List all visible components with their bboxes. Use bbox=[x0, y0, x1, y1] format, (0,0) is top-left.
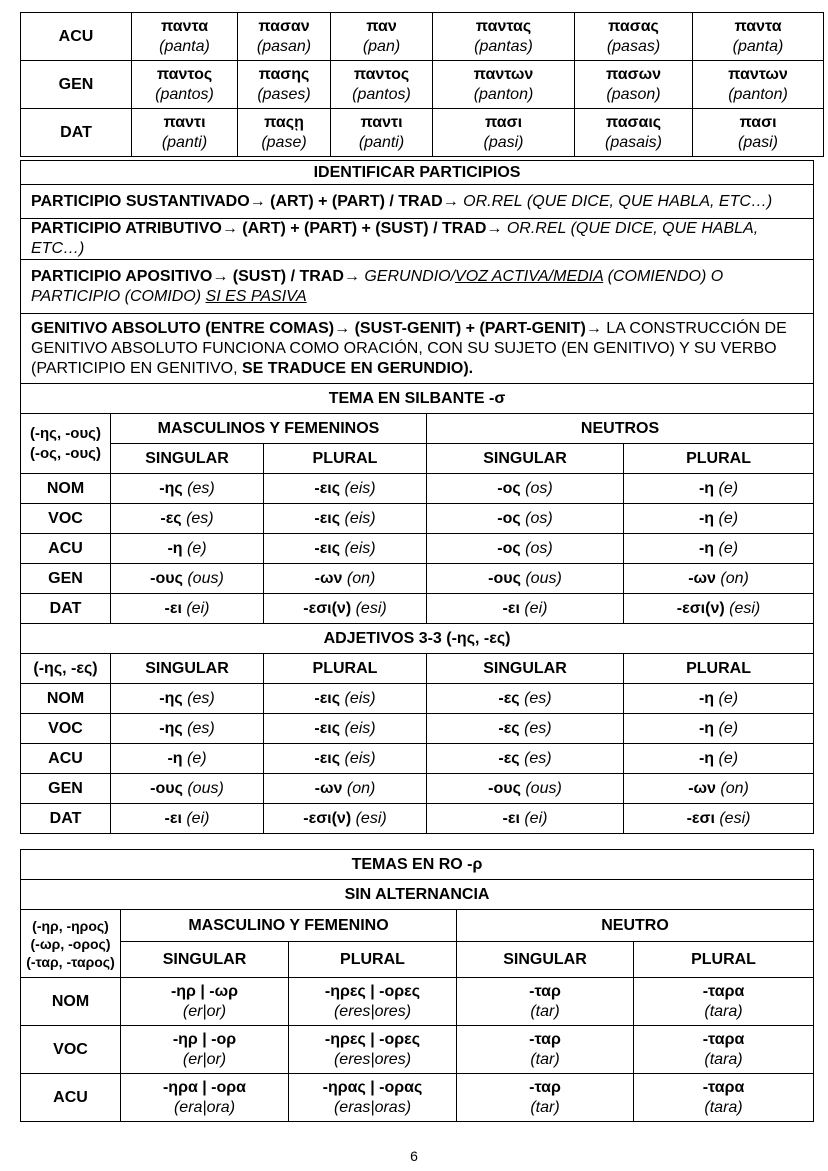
table-row bbox=[21, 534, 814, 564]
transliteration: (tar) bbox=[530, 1098, 560, 1116]
greek-form: παντων bbox=[728, 65, 788, 83]
greek-form: παντι bbox=[360, 113, 403, 131]
ro-sub-header: PLURAL bbox=[634, 942, 814, 978]
greek-form: παντων bbox=[473, 65, 534, 83]
greek-form: πασας bbox=[608, 17, 659, 35]
greek-ending: -εις bbox=[314, 479, 341, 497]
ending-cell bbox=[264, 594, 427, 624]
silbante-sub-header: SINGULAR bbox=[427, 444, 624, 474]
table-row bbox=[21, 774, 814, 804]
greek-form: παντος bbox=[353, 65, 410, 83]
greek-form: πασης bbox=[258, 65, 310, 83]
table-row bbox=[21, 714, 814, 744]
ending-cell bbox=[111, 594, 264, 624]
table-row bbox=[21, 109, 824, 157]
transliteration: (panti) bbox=[358, 133, 405, 151]
ending-cell bbox=[111, 684, 264, 714]
greek-ending: -η bbox=[167, 539, 183, 557]
greek-ending: -ταρ bbox=[529, 982, 561, 1000]
transliteration: (pasas) bbox=[606, 37, 661, 55]
form-cell bbox=[575, 109, 693, 157]
transliteration: (pan) bbox=[362, 37, 401, 55]
participios-title: IDENTIFICAR PARTICIPIOS bbox=[21, 161, 814, 185]
transliteration: (eras|oras) bbox=[333, 1098, 412, 1116]
greek-ending: -ες bbox=[498, 689, 520, 707]
silbante-group-masc-fem: MASCULINOS Y FEMENINOS bbox=[111, 414, 427, 444]
transliteration: (es) bbox=[519, 749, 552, 767]
transliteration: (on) bbox=[342, 569, 376, 587]
greek-form: πασων bbox=[606, 65, 661, 83]
ending-cell bbox=[264, 804, 427, 834]
transliteration: (esi) bbox=[714, 809, 751, 827]
greek-ending: -ος bbox=[497, 539, 521, 557]
transliteration: (os) bbox=[520, 479, 553, 497]
case-label: NOM bbox=[21, 474, 111, 504]
silbante-endings-label: (-ης, -ους) (-ος, -ους) bbox=[21, 414, 111, 474]
greek-form: παν bbox=[366, 17, 397, 35]
form-cell bbox=[331, 13, 433, 61]
greek-ending: -ων bbox=[688, 569, 716, 587]
ending-cell bbox=[111, 474, 264, 504]
greek-ending: -ει bbox=[164, 809, 182, 827]
transliteration: (eres|ores) bbox=[333, 1050, 412, 1068]
ending-cell bbox=[289, 978, 457, 1026]
transliteration: (es) bbox=[519, 719, 552, 737]
table-row bbox=[21, 474, 814, 504]
ending-cell bbox=[427, 774, 624, 804]
rho-stems-table bbox=[20, 849, 814, 1122]
transliteration: (eis) bbox=[340, 689, 376, 707]
ending-cell bbox=[289, 1074, 457, 1122]
greek-ending: -η bbox=[698, 479, 715, 497]
greek-ending: -εις bbox=[314, 749, 341, 767]
transliteration: (e) bbox=[182, 539, 207, 557]
transliteration: (es) bbox=[182, 719, 215, 737]
greek-ending: -ταρα bbox=[702, 982, 745, 1000]
greek-form: παντι bbox=[163, 113, 206, 131]
transliteration: (esi) bbox=[724, 599, 761, 617]
ending-cell bbox=[264, 534, 427, 564]
transliteration: (pase) bbox=[261, 133, 307, 151]
ending-cell bbox=[634, 978, 814, 1026]
transliteration: (ous) bbox=[520, 779, 562, 797]
transliteration: (on) bbox=[715, 779, 749, 797]
ending-cell bbox=[264, 744, 427, 774]
adjetivos-endings-label: (-ης, -ες) bbox=[21, 654, 111, 684]
greek-ending: -ηρας | -ορας bbox=[322, 1078, 423, 1096]
ending-cell bbox=[121, 1074, 289, 1122]
greek-ending: -ες bbox=[498, 749, 520, 767]
greek-form: πασαν bbox=[258, 17, 310, 35]
transliteration: (eis) bbox=[340, 749, 376, 767]
table-row bbox=[21, 594, 814, 624]
transliteration: (panton) bbox=[728, 85, 788, 103]
form-cell bbox=[331, 109, 433, 157]
transliteration: (es) bbox=[519, 689, 552, 707]
greek-form: παντα bbox=[160, 17, 209, 35]
ending-cell bbox=[624, 594, 814, 624]
ending-cell bbox=[264, 684, 427, 714]
transliteration: (pasi) bbox=[483, 133, 524, 151]
transliteration: (tara) bbox=[704, 1002, 743, 1020]
adjetivos-sub-header: SINGULAR bbox=[111, 654, 264, 684]
greek-ending: -εσι bbox=[686, 809, 715, 827]
transliteration: (pasais) bbox=[605, 133, 662, 151]
greek-ending: -ος bbox=[497, 509, 521, 527]
transliteration: (eis) bbox=[340, 509, 376, 527]
case-label: DAT bbox=[21, 804, 111, 834]
transliteration: (panta) bbox=[732, 37, 784, 55]
transliteration: (e) bbox=[714, 719, 739, 737]
ending-cell bbox=[624, 564, 814, 594]
form-cell bbox=[575, 61, 693, 109]
transliteration: (ei) bbox=[519, 599, 548, 617]
greek-ending: -εσι(ν) bbox=[303, 809, 352, 827]
ro-subtitle: SIN ALTERNANCIA bbox=[21, 880, 814, 910]
ending-cell bbox=[457, 1074, 634, 1122]
form-cell bbox=[575, 13, 693, 61]
form-cell bbox=[132, 61, 238, 109]
ending-cell bbox=[427, 564, 624, 594]
greek-ending: -ους bbox=[150, 779, 183, 797]
transliteration: (tar) bbox=[530, 1050, 560, 1068]
ending-cell bbox=[634, 1074, 814, 1122]
transliteration: (tara) bbox=[704, 1050, 743, 1068]
case-label: GEN bbox=[21, 564, 111, 594]
transliteration: (ous) bbox=[520, 569, 562, 587]
greek-ending: -ες bbox=[498, 719, 520, 737]
case-label: VOC bbox=[21, 1026, 121, 1074]
transliteration: (pantos) bbox=[352, 85, 411, 103]
transliteration: (e) bbox=[714, 539, 739, 557]
greek-ending: -ηρ | -ωρ bbox=[170, 982, 239, 1000]
greek-ending: -η bbox=[698, 719, 715, 737]
transliteration: (ei) bbox=[519, 809, 548, 827]
transliteration: (tar) bbox=[530, 1002, 560, 1020]
case-label: GEN bbox=[21, 61, 132, 109]
ro-sub-header: SINGULAR bbox=[457, 942, 634, 978]
greek-form: πασι bbox=[484, 113, 523, 131]
case-label: ACU bbox=[21, 534, 111, 564]
transliteration: (ei) bbox=[181, 809, 210, 827]
transliteration: (e) bbox=[714, 749, 739, 767]
table-row bbox=[21, 1026, 814, 1074]
greek-ending: -ους bbox=[150, 569, 183, 587]
ending-cell bbox=[111, 564, 264, 594]
ending-cell bbox=[111, 504, 264, 534]
adjetivos-sub-header: SINGULAR bbox=[427, 654, 624, 684]
form-cell bbox=[433, 13, 575, 61]
greek-ending: -η bbox=[698, 689, 715, 707]
transliteration: (on) bbox=[715, 569, 749, 587]
form-cell bbox=[433, 109, 575, 157]
ro-group-masc-fem: MASCULINO Y FEMENINO bbox=[121, 910, 457, 942]
greek-ending: -εσι(ν) bbox=[303, 599, 352, 617]
transliteration: (era|ora) bbox=[173, 1098, 236, 1116]
greek-ending: -η bbox=[698, 749, 715, 767]
ending-cell bbox=[634, 1026, 814, 1074]
greek-ending: -ων bbox=[314, 569, 343, 587]
participio-apositivo: PARTICIPIO APOSITIVO→ (SUST) / TRAD→ GERUNDIO/VOZ ACTIVA/MEDIA (COMIENDO) O PARTICIPIO (COMIDO) SI ES PASIVA bbox=[21, 260, 814, 314]
ro-sub-header: PLURAL bbox=[289, 942, 457, 978]
table-row bbox=[21, 804, 814, 834]
transliteration: (e) bbox=[714, 509, 739, 527]
greek-form: παντος bbox=[156, 65, 213, 83]
transliteration: (os) bbox=[520, 539, 553, 557]
case-label: GEN bbox=[21, 774, 111, 804]
participio-sustantivado: PARTICIPIO SUSTANTIVADO→ (ART) + (PART) / TRAD→ OR.REL (QUE DICE, QUE HABLA, ETC…) bbox=[21, 185, 814, 219]
greek-ending: -η bbox=[698, 509, 715, 527]
transliteration: (e) bbox=[714, 479, 739, 497]
form-cell bbox=[238, 109, 331, 157]
greek-ending: -ηρες | -ορες bbox=[324, 982, 421, 1000]
transliteration: (eres|ores) bbox=[333, 1002, 412, 1020]
ending-cell bbox=[624, 504, 814, 534]
transliteration: (on) bbox=[342, 779, 376, 797]
greek-ending: -ους bbox=[488, 569, 521, 587]
greek-ending: -εις bbox=[314, 539, 341, 557]
form-cell bbox=[693, 61, 824, 109]
table-row bbox=[21, 978, 814, 1026]
table-row bbox=[21, 61, 824, 109]
transliteration: (es) bbox=[181, 509, 214, 527]
greek-ending: -ους bbox=[488, 779, 521, 797]
ending-cell bbox=[111, 714, 264, 744]
ending-cell bbox=[624, 744, 814, 774]
ending-cell bbox=[427, 474, 624, 504]
ending-cell bbox=[264, 714, 427, 744]
greek-ending: -εις bbox=[314, 719, 341, 737]
transliteration: (os) bbox=[520, 509, 553, 527]
table-row bbox=[21, 564, 814, 594]
form-cell bbox=[693, 13, 824, 61]
transliteration: (e) bbox=[714, 689, 739, 707]
silbante-sub-header: SINGULAR bbox=[111, 444, 264, 474]
transliteration: (e) bbox=[182, 749, 207, 767]
greek-form: παντας bbox=[475, 17, 532, 35]
ending-cell bbox=[427, 744, 624, 774]
greek-ending: -η bbox=[698, 539, 715, 557]
transliteration: (ous) bbox=[182, 779, 224, 797]
transliteration: (pases) bbox=[257, 85, 311, 103]
ro-title: TEMAS EN RO -ρ bbox=[21, 850, 814, 880]
transliteration: (es) bbox=[182, 479, 215, 497]
greek-ending: -ταρα bbox=[702, 1078, 745, 1096]
silbante-group-neutros: NEUTROS bbox=[427, 414, 814, 444]
ending-cell bbox=[427, 594, 624, 624]
ending-cell bbox=[624, 474, 814, 504]
case-label: DAT bbox=[21, 109, 132, 157]
transliteration: (er|or) bbox=[182, 1050, 227, 1068]
ending-cell bbox=[427, 534, 624, 564]
adjetivos-title: ADJETIVOS 3-3 (-ης, -ες) bbox=[21, 624, 814, 654]
table-row bbox=[21, 1074, 814, 1122]
transliteration: (esi) bbox=[351, 809, 387, 827]
case-label: VOC bbox=[21, 504, 111, 534]
greek-ending: -ταρα bbox=[702, 1030, 745, 1048]
greek-form: παςῃ bbox=[264, 113, 304, 131]
ending-cell bbox=[624, 804, 814, 834]
form-cell bbox=[433, 61, 575, 109]
form-cell bbox=[238, 13, 331, 61]
transliteration: (eis) bbox=[340, 539, 376, 557]
form-cell bbox=[132, 13, 238, 61]
transliteration: (es) bbox=[182, 689, 215, 707]
greek-ending: -ταρ bbox=[529, 1078, 561, 1096]
greek-ending: -ταρ bbox=[529, 1030, 561, 1048]
participles-and-sigma-table bbox=[20, 160, 814, 834]
page-number: 6 bbox=[410, 1148, 418, 1164]
greek-form: πασι bbox=[739, 113, 777, 131]
ro-group-neutro: NEUTRO bbox=[457, 910, 814, 942]
case-label: NOM bbox=[21, 684, 111, 714]
ro-endings-label: (-ηρ, -ηρος) (-ωρ, -ορος) (-ταρ, -ταρος) bbox=[21, 910, 121, 978]
transliteration: (pasi) bbox=[737, 133, 778, 151]
greek-ending: -ος bbox=[497, 479, 521, 497]
greek-ending: -ει bbox=[502, 599, 520, 617]
transliteration: (ous) bbox=[182, 569, 224, 587]
transliteration: (pason) bbox=[606, 85, 661, 103]
ending-cell bbox=[264, 774, 427, 804]
table-row bbox=[21, 684, 814, 714]
case-label: DAT bbox=[21, 594, 111, 624]
transliteration: (panti) bbox=[161, 133, 208, 151]
ending-cell bbox=[624, 774, 814, 804]
greek-ending: -ει bbox=[502, 809, 520, 827]
transliteration: (pasan) bbox=[256, 37, 312, 55]
greek-ending: -ηρα | -ορα bbox=[162, 1078, 247, 1096]
greek-ending: -εις bbox=[314, 689, 341, 707]
transliteration: (ei) bbox=[181, 599, 210, 617]
ending-cell bbox=[624, 534, 814, 564]
transliteration: (panta) bbox=[159, 37, 210, 55]
silbante-title: TEMA EN SILBANTE -σ bbox=[21, 384, 814, 414]
greek-ending: -ων bbox=[688, 779, 716, 797]
genitivo-absoluto: GENITIVO ABSOLUTO (ENTRE COMAS)→ (SUST-GENIT) + (PART-GENIT)→ LA CONSTRUCCIÓN DE GENITIVO ABSOLUTO FUNCIONA COMO ORACIÓN, CON SU SUJETO (EN GENITIVO) Y SU VERBO (PARTICIPIO EN GENITIVO, SE TRADUCE EN GERUNDIO). bbox=[21, 314, 814, 384]
case-label: ACU bbox=[21, 1074, 121, 1122]
greek-ending: -ες bbox=[160, 509, 182, 527]
form-cell bbox=[238, 61, 331, 109]
transliteration: (pantas) bbox=[474, 37, 533, 55]
greek-ending: -η bbox=[167, 749, 183, 767]
ending-cell bbox=[111, 804, 264, 834]
ending-cell bbox=[264, 564, 427, 594]
table-row bbox=[21, 13, 824, 61]
greek-ending: -εσι(ν) bbox=[676, 599, 725, 617]
transliteration: (esi) bbox=[351, 599, 387, 617]
ending-cell bbox=[624, 684, 814, 714]
ending-cell bbox=[111, 534, 264, 564]
ending-cell bbox=[111, 744, 264, 774]
form-cell bbox=[331, 61, 433, 109]
silbante-sub-header: PLURAL bbox=[264, 444, 427, 474]
silbante-sub-header: PLURAL bbox=[624, 444, 814, 474]
case-label: ACU bbox=[21, 744, 111, 774]
transliteration: (er|or) bbox=[182, 1002, 227, 1020]
ending-cell bbox=[457, 978, 634, 1026]
greek-ending: -ων bbox=[314, 779, 343, 797]
case-label: VOC bbox=[21, 714, 111, 744]
ending-cell bbox=[624, 714, 814, 744]
greek-ending: -ης bbox=[159, 479, 183, 497]
form-cell bbox=[693, 109, 824, 157]
ending-cell bbox=[121, 978, 289, 1026]
transliteration: (panton) bbox=[473, 85, 534, 103]
greek-ending: -ης bbox=[159, 689, 183, 707]
ending-cell bbox=[289, 1026, 457, 1074]
greek-ending: -ηρες | -ορες bbox=[324, 1030, 421, 1048]
transliteration: (eis) bbox=[340, 479, 376, 497]
transliteration: (tara) bbox=[704, 1098, 743, 1116]
greek-ending: -ης bbox=[159, 719, 183, 737]
greek-ending: -ει bbox=[164, 599, 182, 617]
greek-ending: -ηρ | -ορ bbox=[172, 1030, 237, 1048]
table-row bbox=[21, 504, 814, 534]
ending-cell bbox=[111, 774, 264, 804]
ending-cell bbox=[427, 504, 624, 534]
pas-declension-table bbox=[20, 12, 824, 157]
participio-atributivo: PARTICIPIO ATRIBUTIVO→ (ART) + (PART) + (SUST) / TRAD→ OR.REL (QUE DICE, QUE HABLA, ETC…) bbox=[21, 219, 814, 260]
adjetivos-sub-header: PLURAL bbox=[624, 654, 814, 684]
ending-cell bbox=[264, 474, 427, 504]
ending-cell bbox=[427, 714, 624, 744]
adjetivos-sub-header: PLURAL bbox=[264, 654, 427, 684]
transliteration: (pantos) bbox=[155, 85, 214, 103]
case-label: ACU bbox=[21, 13, 132, 61]
table-row bbox=[21, 744, 814, 774]
ending-cell bbox=[457, 1026, 634, 1074]
greek-ending: -εις bbox=[314, 509, 341, 527]
greek-form: πασαις bbox=[605, 113, 662, 131]
transliteration: (eis) bbox=[340, 719, 376, 737]
form-cell bbox=[132, 109, 238, 157]
ending-cell bbox=[264, 504, 427, 534]
ro-sub-header: SINGULAR bbox=[121, 942, 289, 978]
greek-form: παντα bbox=[734, 17, 782, 35]
ending-cell bbox=[121, 1026, 289, 1074]
ending-cell bbox=[427, 684, 624, 714]
ending-cell bbox=[427, 804, 624, 834]
case-label: NOM bbox=[21, 978, 121, 1026]
